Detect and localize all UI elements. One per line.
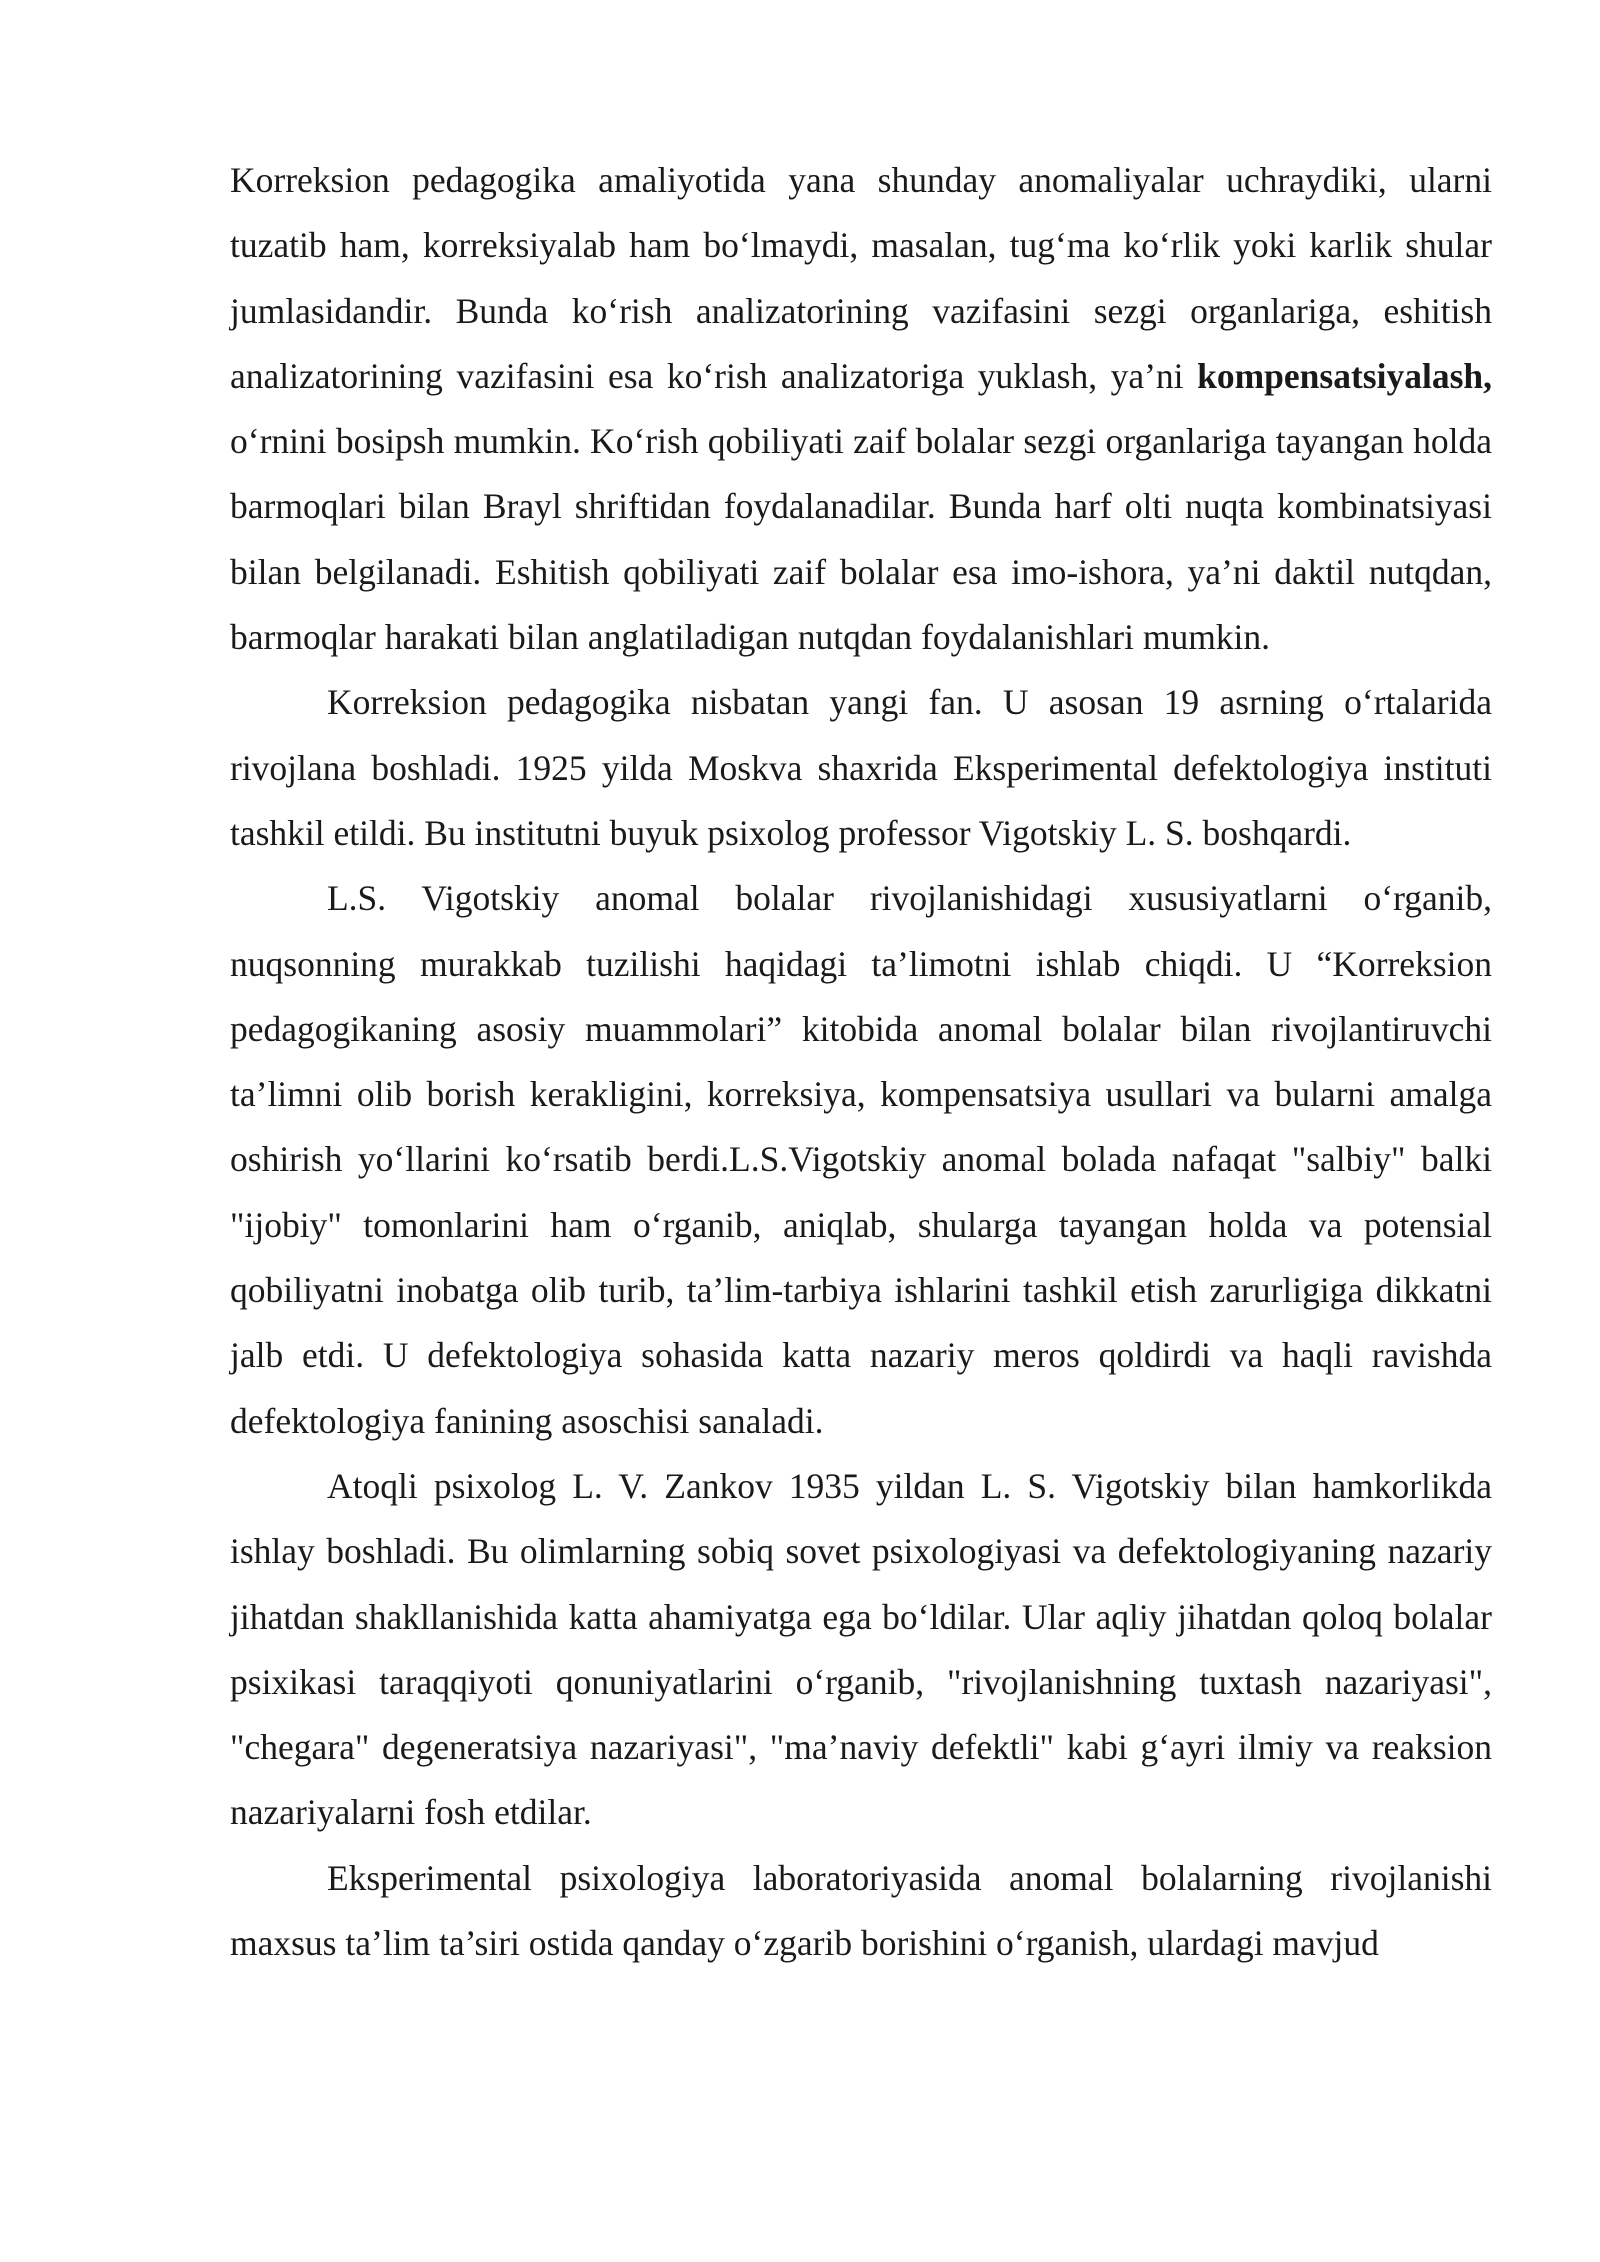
paragraph-3: L.S. Vigotskiy anomal bolalar rivojlanishidagi xususiyatlarni o‘rganib, nuqsonning murakkab tuzilishi haqidagi ta’limotni ishlab chiqdi. U “Korreksion pedagogikaning asosiy muammolari” kitobida anomal bolalar bilan rivojlantiruvchi ta’limni olib borish kerakligini, korreksiya, kompensatsiya usullari va bularni amalga oshirish yo‘llarini ko‘rsatib berdi.L.S.Vigotskiy anomal bolada nafaqat "salbiy" balki "ijobiy" tomonlarini ham o‘rganib, aniqlab, shularga tayangan holda va potensial qobiliyatni inobatga olib turib, ta’lim-tarbiya ishlarini tashkil etish zarurligiga dikkatni jalb etdi. U defektologiya sohasida katta nazariy meros qoldirdi va haqli ravishda defektologiya fanining asoschisi sanaladi. bbox=[230, 878, 1492, 1441]
document-body bbox=[230, 148, 1492, 1976]
paragraph-2: Korreksion pedagogika nisbatan yangi fan. U asosan 19 asrning o‘rtalarida rivojlana boshladi. 1925 yilda Moskva shaxrida Eksperimental defektologiya instituti tashkil etildi. Bu institutni buyuk psixolog professor Vigotskiy L. S. boshqardi. bbox=[230, 682, 1492, 853]
paragraph-5: Eksperimental psixologiya laboratoriyasida anomal bolalarning rivojlanishi maxsus ta’lim ta’siri ostida qanday o‘zgarib borishini o‘rganish, ulardagi mavjud bbox=[230, 1857, 1492, 1964]
paragraph-1 bbox=[230, 148, 1492, 670]
paragraph-1-text-end: o‘rnini bosipsh mumkin. Ko‘rish qobiliyati zaif bolalar sezgi organlariga tayangan holda barmoqlari bilan Brayl shriftidan foydalanadilar. Bunda harf olti nuqta kombinatsiyasi bilan belgilanadi. Eshitish qobiliyati zaif bolalar esa imo-ishora, ya’ni daktil nutqdan, barmoqlar harakati bilan anglatiladigan nutqdan foydalanishlari mumkin. bbox=[230, 421, 1492, 658]
paragraph-1-bold-term: kompensatsiyalash, bbox=[1197, 355, 1492, 396]
paragraph-1-text-start: Korreksion pedagogika amaliyotida yana shunday anomaliyalar uchraydiki, ularni tuzatib ham, korreksiyalab ham bo‘lmaydi, masalan, tug‘ma ko‘rlik yoki karlik shular jumlasidandir. Bunda ko‘rish analizatorining vazifasini sezgi organlariga, eshitish analizatorining vazifasini esa ko‘rish analizatoriga yuklash, ya’ni bbox=[230, 160, 1492, 396]
paragraph-4: Atoqli psixolog L. V. Zankov 1935 yildan L. S. Vigotskiy bilan hamkorlikda ishlay boshladi. Bu olimlarning sobiq sovet psixologiyasi va defektologiyaning nazariy jihatdan shakllanishida katta ahamiyatga ega bo‘ldilar. Ular aqliy jihatdan qoloq bolalar psixikasi taraqqiyoti qonuniyatlarini o‘rganib, "rivojlanishning tuxtash nazariyasi", "chegara" degeneratsiya nazariyasi", "ma’naviy defektli" kabi g‘ayri ilmiy va reaksion nazariyalarni fosh etdilar. bbox=[230, 1465, 1492, 1833]
